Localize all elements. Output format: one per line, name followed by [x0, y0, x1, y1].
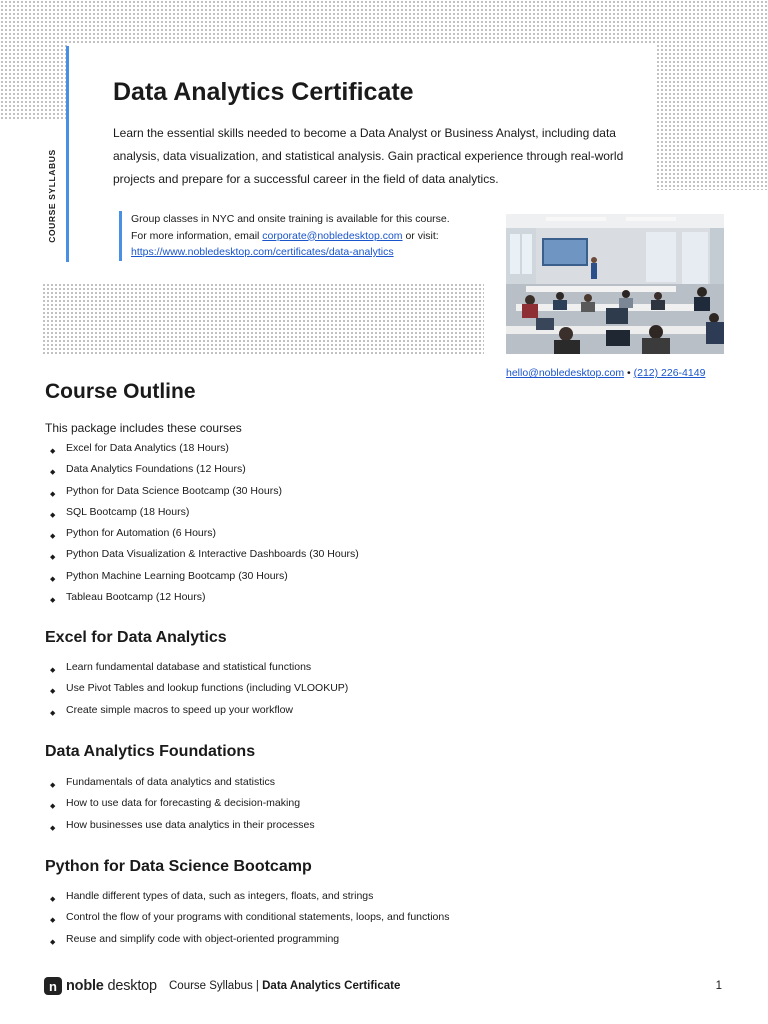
bullet-icon: ◆	[50, 824, 56, 832]
footer-course-name: Data Analytics Certificate	[262, 980, 401, 992]
classroom-photo	[506, 214, 724, 354]
bullet-icon: ◆	[50, 709, 56, 717]
section-list-excel	[48, 660, 348, 724]
section-item	[48, 660, 348, 681]
section-item	[48, 796, 315, 817]
outline-item-text: Python Data Visualization & Interactive Dashboards (30 Hours)	[66, 548, 359, 561]
bullet-icon: ◆	[50, 782, 56, 789]
page-number: 1	[715, 980, 722, 992]
outline-lead: This package includes these courses	[45, 421, 242, 435]
section-item	[48, 775, 315, 796]
outline-item	[48, 505, 359, 526]
page-footer	[44, 976, 724, 998]
section-heading-python-ds: Python for Data Science Bootcamp	[45, 858, 312, 875]
outline-item-text: Python Machine Learning Bootcamp (30 Hours)	[66, 569, 288, 582]
dot-pattern-right	[656, 0, 768, 190]
outline-item	[48, 484, 359, 505]
dot-pattern-middle	[42, 283, 484, 355]
section-list-foundations	[48, 775, 315, 839]
outline-item-text: Excel for Data Analytics (18 Hours)	[66, 442, 229, 454]
bullet-icon: ◆	[50, 490, 56, 498]
section-item	[48, 818, 315, 839]
accent-bar	[66, 46, 69, 262]
outline-list	[48, 441, 359, 611]
note-line-3	[131, 244, 501, 261]
section-item	[48, 932, 449, 953]
phone-link[interactable]: (212) 226-4149	[633, 367, 706, 379]
outline-item	[48, 547, 359, 568]
section-item-text: Control the flow of your programs with conditional statements, loops, and functions	[66, 911, 450, 924]
outline-item-text: Data Analytics Foundations (12 Hours)	[66, 463, 246, 476]
corporate-email-link[interactable]: corporate@nobledesktop.com	[262, 229, 403, 242]
outline-item-text: SQL Bootcamp (18 Hours)	[66, 505, 190, 518]
logo-text-bold: noble	[66, 978, 104, 994]
section-heading-excel: Excel for Data Analytics	[45, 629, 227, 646]
section-item-text: Fundamentals of data analytics and statistics	[66, 776, 275, 788]
bullet-icon: ◆	[50, 917, 56, 925]
note-line-2	[131, 228, 501, 245]
bullet-icon: ◆	[50, 448, 56, 455]
section-item-text: How to use data for forecasting & decision-making	[66, 797, 301, 810]
section-item-text: Create simple macros to speed up your workflow	[66, 703, 294, 716]
section-item-text: Handle different types of data, such as integers, floats, and strings	[66, 890, 374, 902]
logo-text-rest: desktop	[103, 978, 157, 994]
outline-item-text: Python for Automation (6 Hours)	[66, 527, 216, 540]
bullet-icon: ◆	[50, 688, 56, 696]
contact-separator: •	[627, 367, 631, 379]
outline-item	[48, 441, 359, 462]
section-item-text: Use Pivot Tables and lookup functions (including VLOOKUP)	[66, 682, 349, 695]
course-url-link[interactable]: https://www.nobledesktop.com/certificates/data-analytics	[131, 246, 394, 258]
logo-mark: n	[44, 977, 62, 995]
hello-email-link[interactable]: hello@nobledesktop.com	[506, 367, 625, 379]
note-prefix: For more information, email	[131, 229, 263, 242]
note-line-1: Group classes in NYC and onsite training is available for this course.	[131, 213, 450, 225]
contact-line	[506, 367, 705, 379]
bullet-icon: ◆	[50, 575, 56, 583]
bullet-icon: ◆	[50, 554, 56, 562]
section-item	[48, 681, 348, 702]
logo-text	[66, 978, 157, 994]
dot-pattern-left	[0, 0, 68, 120]
dot-pattern-top	[0, 0, 768, 44]
section-item-text: Learn fundamental database and statistical functions	[66, 661, 312, 673]
section-item	[48, 910, 449, 931]
info-note	[119, 211, 501, 261]
intro-paragraph: Learn the essential skills needed to become a Data Analyst or Business Analyst, including data analysis, data visualization, and statistical analysis. Gain practical experience through real-world projects and prepare for a successful career in the field of data analytics.	[113, 126, 624, 186]
course-outline-heading: Course Outline	[45, 380, 196, 403]
note-suffix: or visit:	[402, 229, 439, 242]
bullet-icon: ◆	[50, 597, 56, 605]
classroom-illustration	[506, 214, 724, 354]
section-item-text: Reuse and simplify code with object-oriented programming	[66, 932, 340, 945]
bullet-icon: ◆	[50, 803, 56, 811]
page-title: Data Analytics Certificate	[113, 78, 414, 106]
section-item-text: How businesses use data analytics in their processes	[66, 818, 315, 831]
bullet-icon: ◆	[50, 896, 56, 903]
section-item	[48, 703, 348, 724]
outline-item	[48, 569, 359, 590]
footer-label: Course Syllabus |	[169, 980, 263, 992]
section-list-python-ds	[48, 889, 449, 953]
course-syllabus-label: COURSE SYLLABUS	[47, 149, 57, 243]
section-heading-foundations: Data Analytics Foundations	[45, 743, 256, 760]
bullet-icon: ◆	[50, 533, 56, 541]
section-item	[48, 889, 449, 910]
outline-item	[48, 462, 359, 483]
bullet-icon: ◆	[50, 469, 56, 477]
footer-caption	[169, 980, 400, 992]
outline-item	[48, 526, 359, 547]
bullet-icon: ◆	[50, 667, 56, 674]
outline-item-text: Python for Data Science Bootcamp (30 Hours)	[66, 484, 282, 497]
noble-desktop-logo	[44, 977, 157, 995]
bullet-icon: ◆	[50, 938, 56, 946]
outline-item	[48, 590, 359, 611]
bullet-icon: ◆	[50, 511, 56, 519]
outline-item-text: Tableau Bootcamp (12 Hours)	[66, 591, 206, 604]
